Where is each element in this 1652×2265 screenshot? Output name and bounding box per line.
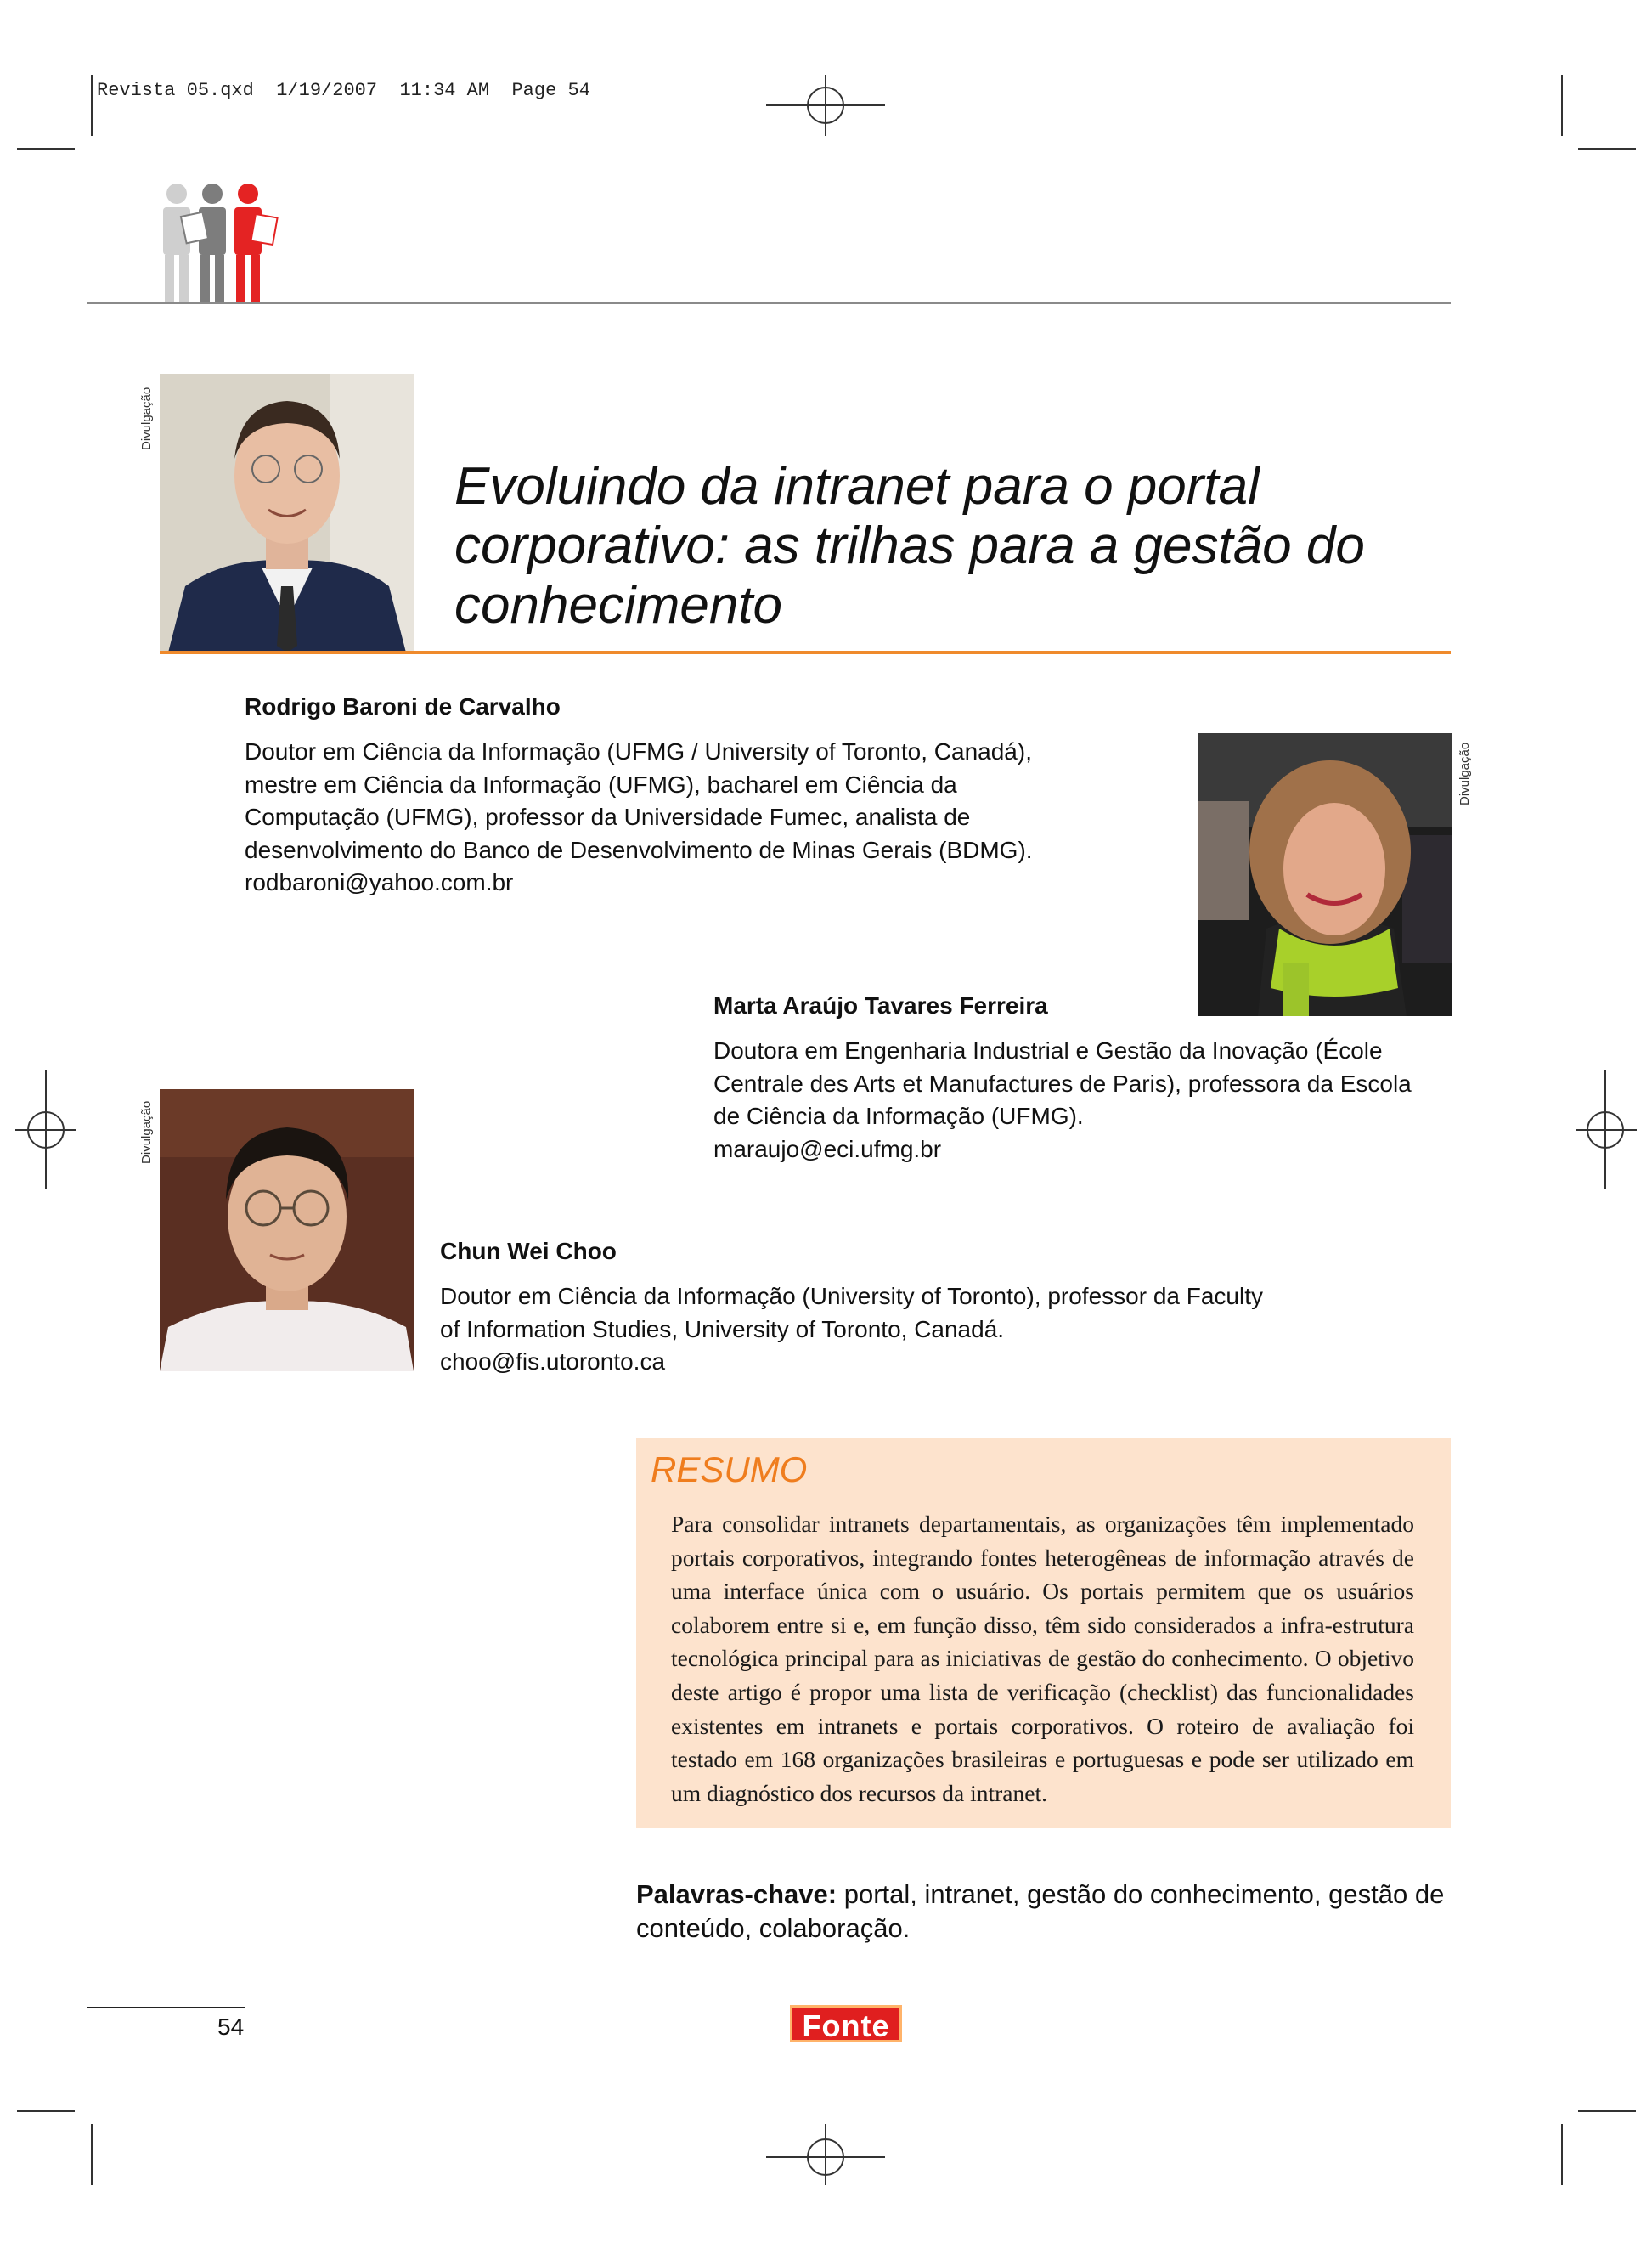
page-number: 54 — [217, 2014, 245, 2040]
keywords — [636, 1878, 1452, 1946]
author-bio-text: Doutor em Ciência da Informação (University of Toronto), professor da Faculty of Information Studies, University of Toronto, Canadá. — [440, 1283, 1264, 1342]
author-email-ferreira[interactable]: maraujo@eci.ufmg.br — [713, 1135, 942, 1162]
title-rule — [160, 651, 1451, 654]
author-name-ferreira: Marta Araújo Tavares Ferreira — [713, 992, 1048, 1019]
author-email-choo[interactable]: choo@fis.utoronto.ca — [440, 1348, 666, 1375]
resumo-body: Para consolidar intranets departamentais, as organizações têm implementado portais corporativos, integrando fontes heterogêneas de informação através de uma interface única com o usuário. Os portais permitem que os usuários colaborem entre si e, em função disso, têm sido considerados a infra-estrutura tecnológica principal para as iniciativas de gestão do conhecimento. O objetivo deste artigo é propor uma lista de verificação (checklist) das funcionalidades existentes em intranets e portais corporativos. O roteiro de avaliação foi testado em 168 organizações brasileiras e portuguesas e pode ser utilizado em um diagnóstico dos recursos da intranet. — [671, 1511, 1414, 1806]
author-bio-carvalho — [245, 736, 1085, 900]
keywords-text: portal, intranet, gestão do conhecimento, gestão de conteúdo, colaboração. — [636, 1879, 1445, 1943]
photo-credit-3: Divulgação — [139, 1100, 154, 1164]
fonte-logo: Fonte — [790, 2005, 902, 2042]
author-photo-carvalho — [160, 374, 414, 652]
article-title: Evoluindo da intranet para o portal corporativo: as trilhas para a gestão do conhecimento — [454, 457, 1365, 635]
author-email-carvalho[interactable]: rodbaroni@yahoo.com.br — [245, 869, 514, 895]
author-bio-text: Doutor em Ciência da Informação (UFMG / University of Toronto, Canadá), mestre em Ciência da Informação (UFMG), bacharel em Ciência da Computação (UFMG), professor da Universidade Fumec, analista de desenvolvimento do Banco de Desenvolvimento de Minas Gerais (BDMG). — [245, 738, 1033, 863]
author-bio-ferreira — [713, 1035, 1427, 1166]
author-name-choo: Chun Wei Choo — [440, 1238, 617, 1264]
author-bio-choo — [440, 1280, 1289, 1379]
author-photo-choo — [160, 1089, 414, 1371]
keywords-label: Palavras-chave: — [636, 1879, 837, 1909]
footer-rule — [87, 2007, 245, 2008]
author-photo-ferreira — [1198, 733, 1452, 1016]
author-name-carvalho: Rodrigo Baroni de Carvalho — [245, 693, 561, 720]
author-bio-text: Doutora em Engenharia Industrial e Gestão da Inovação (École Centrale des Arts et Manufactures de Paris), professora da Escola de Ciência da Informação (UFMG). — [713, 1037, 1412, 1129]
people-section-icon — [158, 180, 285, 306]
photo-credit-1: Divulgação — [139, 387, 154, 450]
photo-credit-2: Divulgação — [1457, 742, 1472, 805]
header-rule — [87, 302, 1451, 304]
print-slug: Revista 05.qxd 1/19/2007 11:34 AM Page 54 — [97, 80, 590, 101]
resumo-heading: RESUMO — [651, 1449, 808, 1489]
